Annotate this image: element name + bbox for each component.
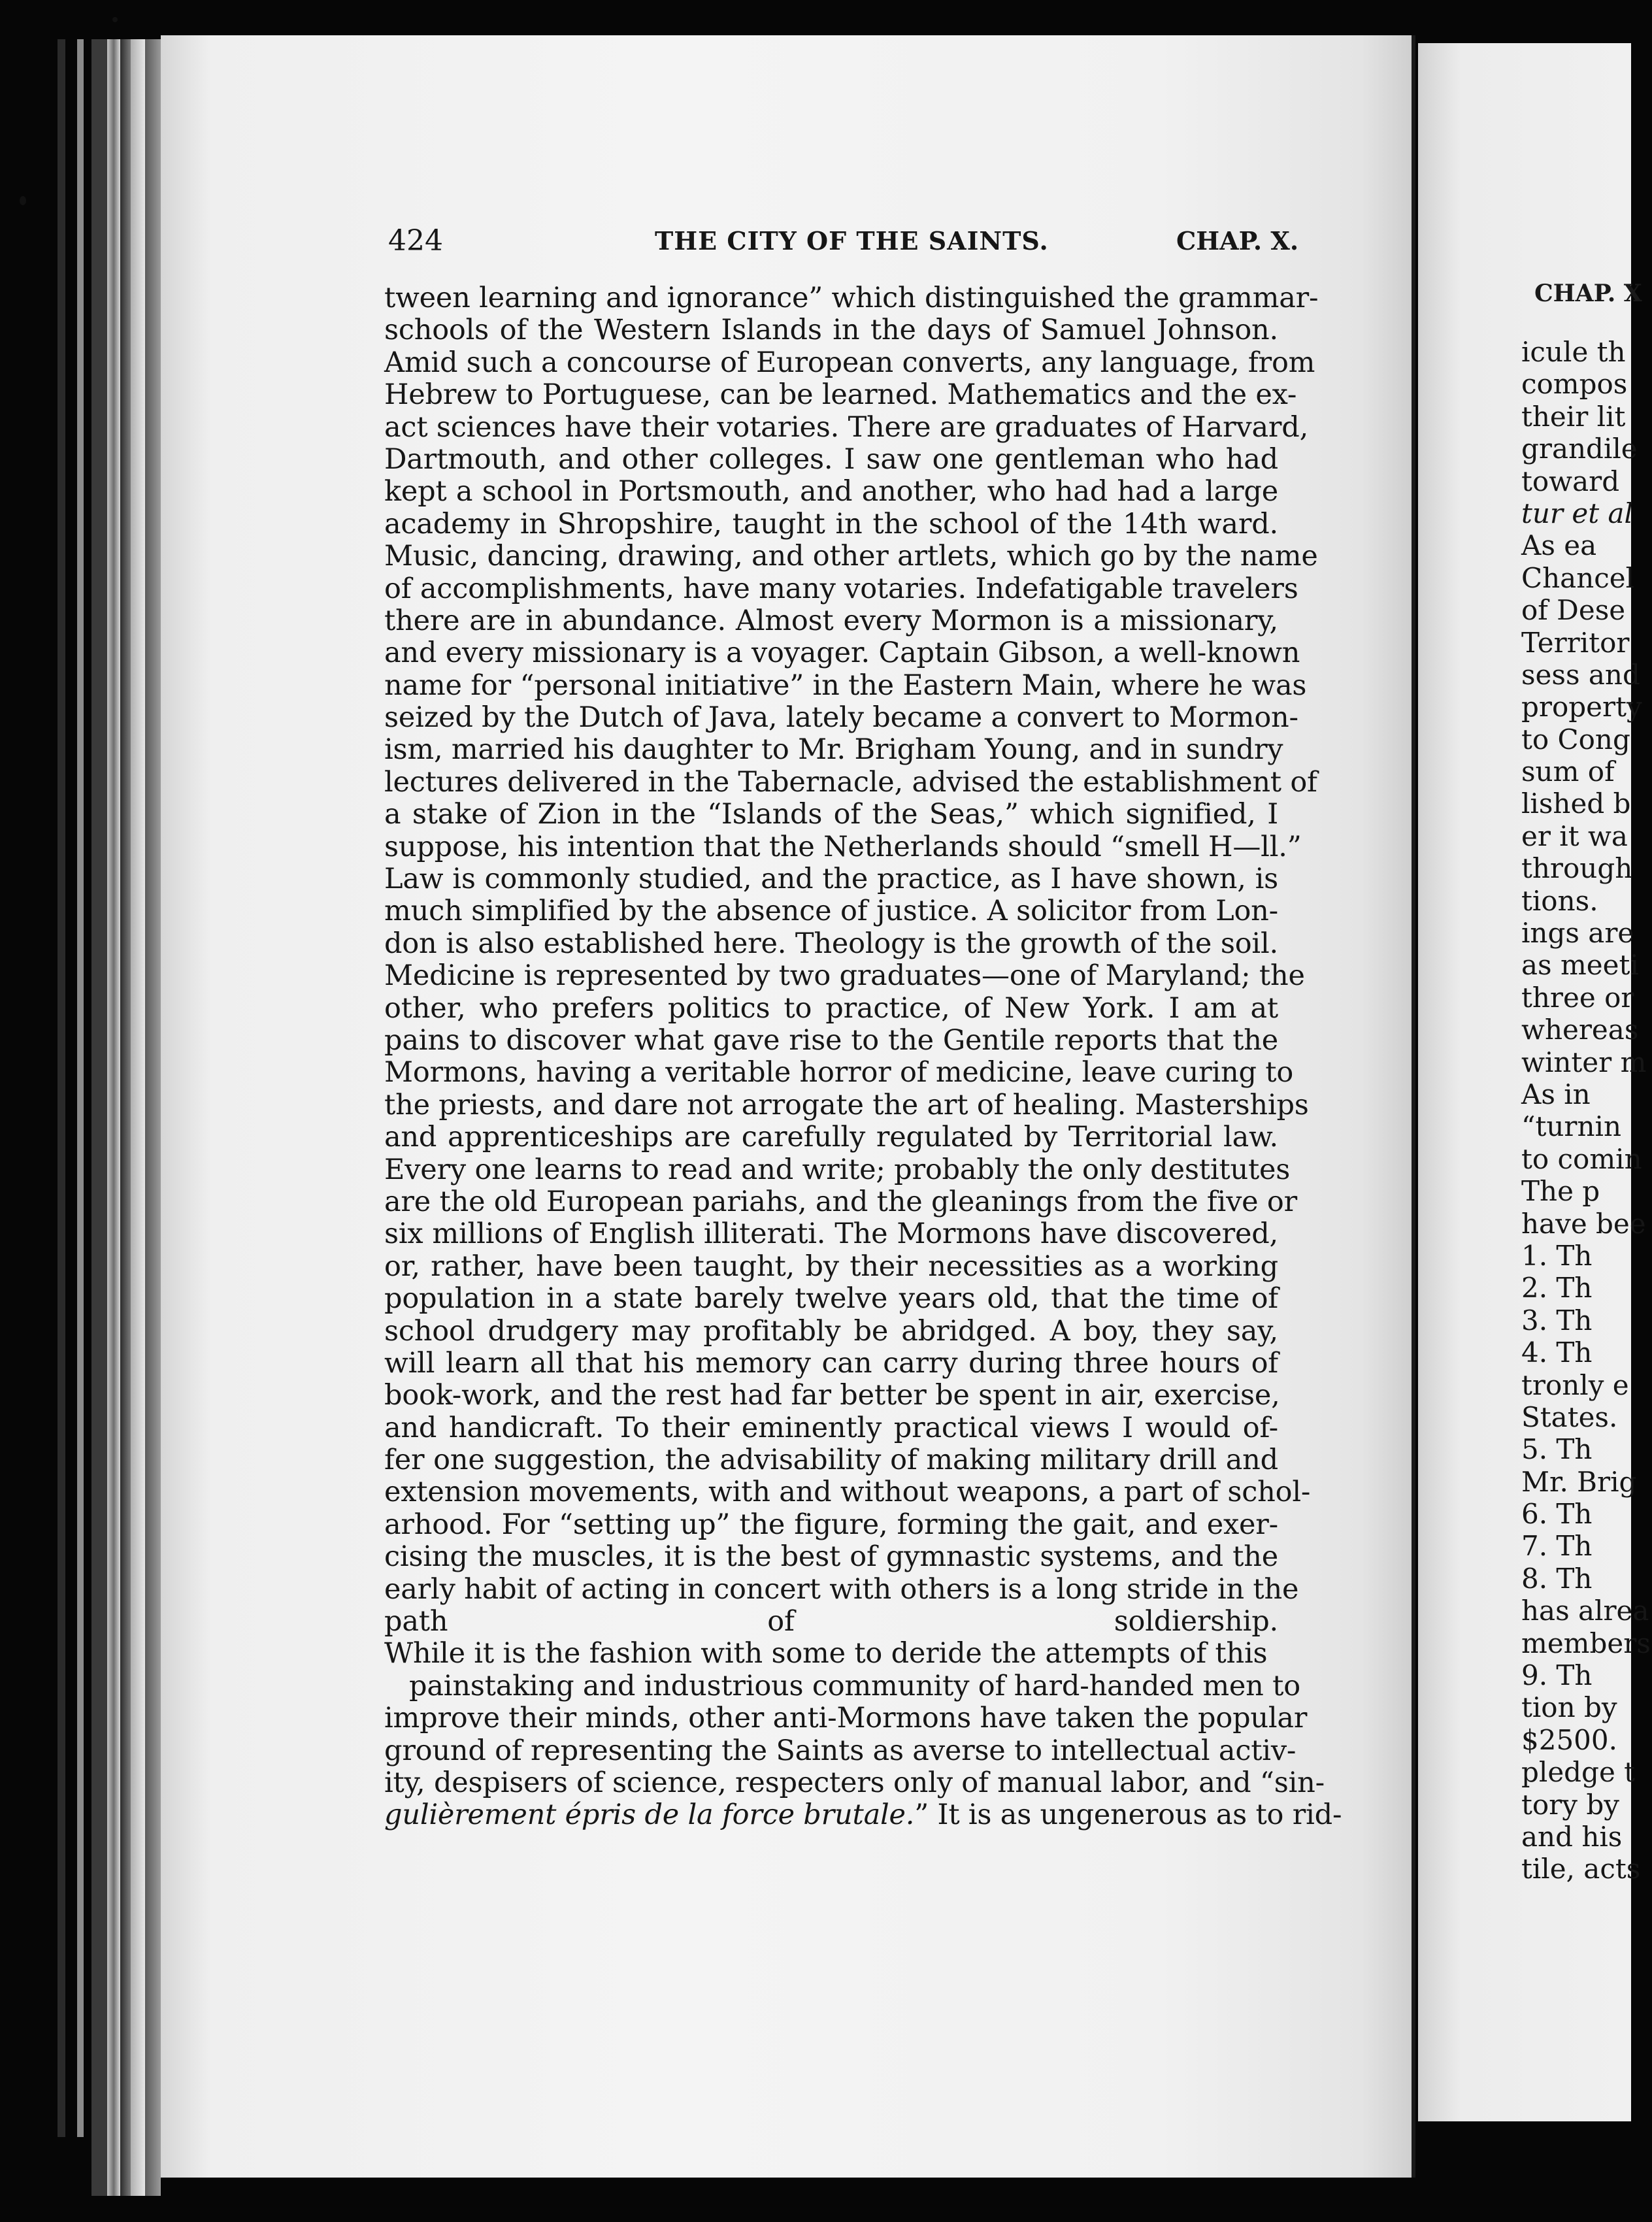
text-line: don is also established here. Theology is the growth of the soil. (384, 927, 1278, 960)
text-line: early habit of acting in concert with others is a long stride in the (384, 1572, 1299, 1606)
right-page (1418, 43, 1651, 2121)
right-text-line: lished b (1521, 788, 1631, 820)
right-text-line: 4. Th (1521, 1336, 1593, 1369)
right-text-line: tion by (1521, 1691, 1617, 1724)
dust-speck (20, 196, 26, 205)
right-page-chapter: CHAP. X (1534, 280, 1642, 307)
right-text-line: 5. Th (1521, 1433, 1593, 1466)
right-text-line: sess and (1521, 658, 1640, 691)
right-text-line: and his (1521, 1820, 1623, 1853)
text-line: Dartmouth, and other colleges. I saw one gentleman who had (384, 442, 1278, 476)
text-line: will learn all that his memory can carry during three hours of (384, 1346, 1278, 1380)
right-text-line: three or (1521, 981, 1634, 1014)
chapter-label: CHAP. X. (1176, 226, 1299, 256)
text-line: other, who prefers politics to practice, of New York. I am at (384, 991, 1278, 1025)
right-text-line: States. (1521, 1401, 1618, 1433)
body-text (384, 282, 1342, 1832)
right-text-line: through (1521, 852, 1633, 885)
text-line: kept a school in Portsmouth, and another, who had had a large (384, 475, 1278, 508)
right-text-line: “turnin (1521, 1110, 1622, 1143)
right-text-line: have bee (1521, 1207, 1646, 1240)
text-line: ground of representing the Saints as averse to intellectual activ- (384, 1734, 1297, 1767)
text-line: arhood. For “setting up” the figure, forming the gait, and exer- (384, 1508, 1278, 1541)
text-line: act sciences have their votaries. There are graduates of Harvard, (384, 410, 1309, 444)
text-line (384, 1799, 1342, 1832)
right-text-line: 6. Th (1521, 1498, 1593, 1531)
text-line: Amid such a concourse of European converts, any language, from (384, 346, 1315, 379)
text-line: or, rather, have been taught, by their necessities as a working (384, 1250, 1278, 1283)
text-line: population in a state barely twelve years old, that the time of (384, 1282, 1278, 1316)
right-text-line: Territor (1521, 626, 1630, 659)
right-text-line: their lit (1521, 400, 1626, 433)
right-text-line: The p (1521, 1175, 1600, 1208)
text-line: six millions of English illiterati. The Mormons have discovered, (384, 1218, 1278, 1251)
right-text-line: grandile (1521, 433, 1638, 465)
dust-speck (112, 17, 118, 22)
text-line: a stake of Zion in the “Islands of the Seas,” which signified, I (384, 798, 1278, 831)
right-text-line: as meeti (1521, 949, 1639, 982)
book-edge (145, 39, 161, 2196)
text-line: schools of the Western Islands in the days of Samuel Johnson. (384, 314, 1278, 347)
text-line: book-work, and the rest had far better be spent in air, exercise, (384, 1379, 1280, 1412)
text-line: academy in Shropshire, taught in the school of the 14th ward. (384, 507, 1278, 540)
right-text-line: tronly e (1521, 1368, 1629, 1401)
text-line: name for “personal initiative” in the Eastern Main, where he was (384, 669, 1307, 702)
right-text-line: As ea (1521, 529, 1597, 562)
text-line: Music, dancing, drawing, and other artlets, which go by the name (384, 540, 1318, 573)
right-text-line: property (1521, 691, 1642, 723)
text-line: much simplified by the absence of justice. A solicitor from Lon- (384, 895, 1278, 928)
right-text-line: sum of (1521, 755, 1615, 788)
right-text-line: $2500. (1521, 1723, 1617, 1756)
right-text-line: compos (1521, 368, 1628, 401)
text-line: Medicine is represented by two graduates—one of Maryland; the (384, 959, 1305, 993)
right-text-line: Chancel (1521, 561, 1635, 594)
right-text-line: has alrea (1521, 1595, 1649, 1627)
text-line: ism, married his daughter to Mr. Brigham Young, and in sundry (384, 733, 1283, 767)
right-text-line: As in (1521, 1078, 1591, 1110)
book-edge (58, 39, 65, 2137)
text-line: and every missionary is a voyager. Captain Gibson, a well-known (384, 637, 1300, 670)
text-line: suppose, his intention that the Netherlands should “smell H—ll.” (384, 830, 1302, 863)
right-text-line: to Cong (1521, 723, 1630, 755)
italic-phrase: gulièrement épris de la force brutale. (384, 1799, 915, 1832)
right-page-text (1521, 336, 1652, 1885)
text-line: and handicraft. To their eminently practical views I would of- (384, 1411, 1278, 1444)
text-line: fer one suggestion, the advisability of making military drill and (384, 1444, 1278, 1477)
running-title: THE CITY OF THE SAINTS. (655, 226, 1049, 256)
text-line: and apprenticeships are carefully regulated by Territorial law. (384, 1121, 1278, 1154)
book-edge (120, 39, 131, 2196)
text-line: there are in abundance. Almost every Mormon is a missionary, (384, 604, 1278, 637)
right-text-line: winter m (1521, 1046, 1647, 1078)
right-text-line: ings are (1521, 917, 1634, 950)
right-text-line: icule th (1521, 336, 1626, 368)
text-line: While it is the fashion with some to deride the attempts of this (384, 1637, 1268, 1670)
text-line: of accomplishments, have many votaries. Indefatigable travelers (384, 572, 1298, 605)
right-text-line: 7. Th (1521, 1530, 1593, 1563)
text-line: pains to discover what gave rise to the Gentile reports that the (384, 1023, 1278, 1057)
right-text-line: tory by (1521, 1788, 1619, 1821)
text-line: Every one learns to read and write; probably the only destitutes (384, 1153, 1291, 1186)
right-text-line: whereas (1521, 1014, 1639, 1046)
text-line: path of soldiership. (384, 1605, 1278, 1638)
right-text-line: tile, acts (1521, 1853, 1641, 1885)
book-edge (131, 39, 145, 2196)
right-text-line: 9. Th (1521, 1659, 1593, 1692)
right-text-line: er it wa (1521, 820, 1628, 852)
text-line: extension movements, with and without weapons, a part of schol- (384, 1476, 1311, 1509)
right-text-line: 2. Th (1521, 1272, 1593, 1304)
text-line: tween learning and ignorance” which distinguished the grammar- (384, 282, 1319, 314)
right-text-line: 1. Th (1521, 1239, 1593, 1272)
book-edge (91, 39, 107, 2196)
text-line: ity, despisers of science, respecters only of manual labor, and “sin- (384, 1766, 1325, 1799)
text-fragment: ” It is as ungenerous as to rid- (914, 1799, 1342, 1832)
right-text-line: pledge t (1521, 1756, 1636, 1789)
right-text-line: to comin (1521, 1142, 1642, 1175)
right-text-line: Mr. Brig (1521, 1465, 1637, 1498)
page-gutter (1412, 35, 1415, 2178)
text-line: school drudgery may profitably be abridged. A boy, they say, (384, 1314, 1278, 1348)
text-line: painstaking and industrious community of hard-handed men to (409, 1669, 1300, 1702)
text-line: seized by the Dutch of Java, lately became a convert to Mormon- (384, 701, 1298, 735)
right-text-line: tur et al (1521, 497, 1633, 529)
right-text-line: 8. Th (1521, 1562, 1593, 1595)
text-line: the priests, and dare not arrogate the art of healing. Masterships (384, 1088, 1309, 1121)
right-text-line: of Dese (1521, 594, 1626, 627)
text-line: lectures delivered in the Tabernacle, advised the establishment of (384, 765, 1317, 799)
text-line: cising the muscles, it is the best of gymnastic systems, and the (384, 1540, 1278, 1574)
book-edge (107, 39, 120, 2196)
right-text-line: toward (1521, 465, 1620, 497)
text-line: are the old European pariahs, and the gleanings from the five or (384, 1185, 1297, 1218)
book-edge (77, 39, 84, 2137)
text-line: Hebrew to Portuguese, can be learned. Mathematics and the ex- (384, 378, 1297, 412)
text-line: Mormons, having a veritable horror of medicine, leave curing to (384, 1056, 1294, 1089)
right-text-line: tions. (1521, 884, 1598, 917)
right-text-line: 3. Th (1521, 1304, 1593, 1336)
text-line: Law is commonly studied, and the practice, as I have shown, is (384, 863, 1278, 896)
right-text-line: members (1521, 1627, 1651, 1659)
text-line: improve their minds, other anti-Mormons have taken the popular (384, 1702, 1308, 1735)
page-number: 424 (388, 224, 443, 257)
